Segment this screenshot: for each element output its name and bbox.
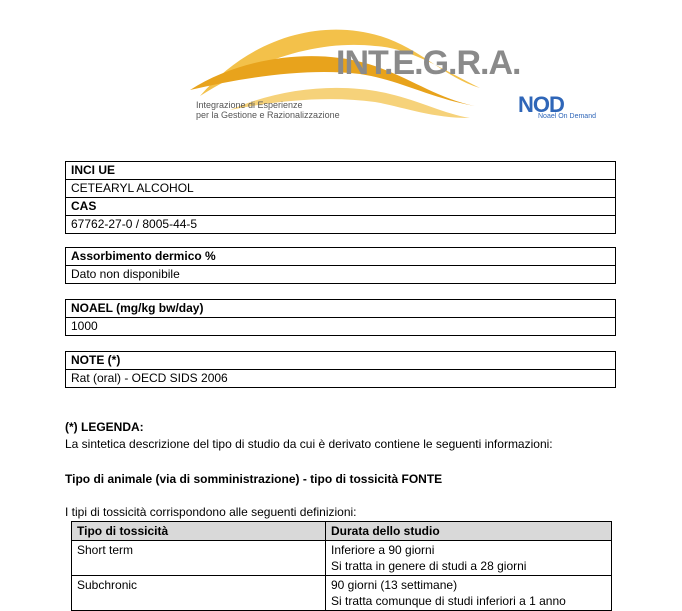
cas-value: 67762-27-0 / 8005-44-5 <box>71 217 198 231</box>
table-header-type: Tipo di tossicità <box>72 522 326 541</box>
integra-subtitle-line2: per la Gestione e Razionalizzazione <box>196 110 340 120</box>
definitions-intro: I tipi di tossicità corrispondono alle seguenti definizioni: <box>65 505 357 519</box>
note-value: Rat (oral) - OECD SIDS 2006 <box>71 371 228 385</box>
integra-subtitle-line1: Integrazione di Esperienze <box>196 100 303 110</box>
note-box <box>65 351 616 388</box>
duration-line2: Si tratta comunque di studi inferiori a 1 anno <box>331 594 566 608</box>
inci-label: INCI UE <box>66 162 615 180</box>
table-cell-duration <box>326 541 612 576</box>
table-cell-type: Subchronic <box>72 576 326 611</box>
noael-label: NOAEL (mg/kg bw/day) <box>66 300 615 318</box>
table-cell-type: Short term <box>72 541 326 576</box>
table-row <box>72 541 612 576</box>
noael-value: 1000 <box>71 319 98 333</box>
table-cell-duration <box>326 576 612 611</box>
inci-box <box>65 161 616 234</box>
integra-title: INT.E.G.R.A. <box>336 44 521 82</box>
absorption-value: Dato non disponibile <box>71 267 180 281</box>
absorption-box <box>65 247 616 284</box>
legend-format: Tipo di animale (via di somministrazione) - tipo di tossicità FONTE <box>65 472 443 486</box>
integra-subtitle <box>196 100 340 120</box>
duration-line2: Si tratta in genere di studi a 28 giorni <box>331 559 527 573</box>
legend-title: (*) LEGENDA: <box>65 420 144 434</box>
nod-subtitle: Noael On Demand <box>538 113 596 120</box>
legend-intro: La sintetica descrizione del tipo di studio da cui è derivato contiene le seguenti informazioni: <box>65 437 553 451</box>
page-header <box>0 0 682 140</box>
toxicity-table <box>71 521 612 611</box>
table-header-duration: Durata dello studio <box>326 522 612 541</box>
table-header-row <box>72 522 612 541</box>
nod-logo: NOD <box>518 92 564 117</box>
absorption-label: Assorbimento dermico % <box>66 248 615 266</box>
note-label: NOTE (*) <box>66 352 615 370</box>
table-row <box>72 576 612 611</box>
duration-line1: Inferiore a 90 giorni <box>331 543 435 557</box>
cas-label: CAS <box>66 198 615 216</box>
duration-line1: 90 giorni (13 settimane) <box>331 578 458 592</box>
inci-value: CETEARYL ALCOHOL <box>66 180 615 198</box>
noael-box <box>65 299 616 336</box>
